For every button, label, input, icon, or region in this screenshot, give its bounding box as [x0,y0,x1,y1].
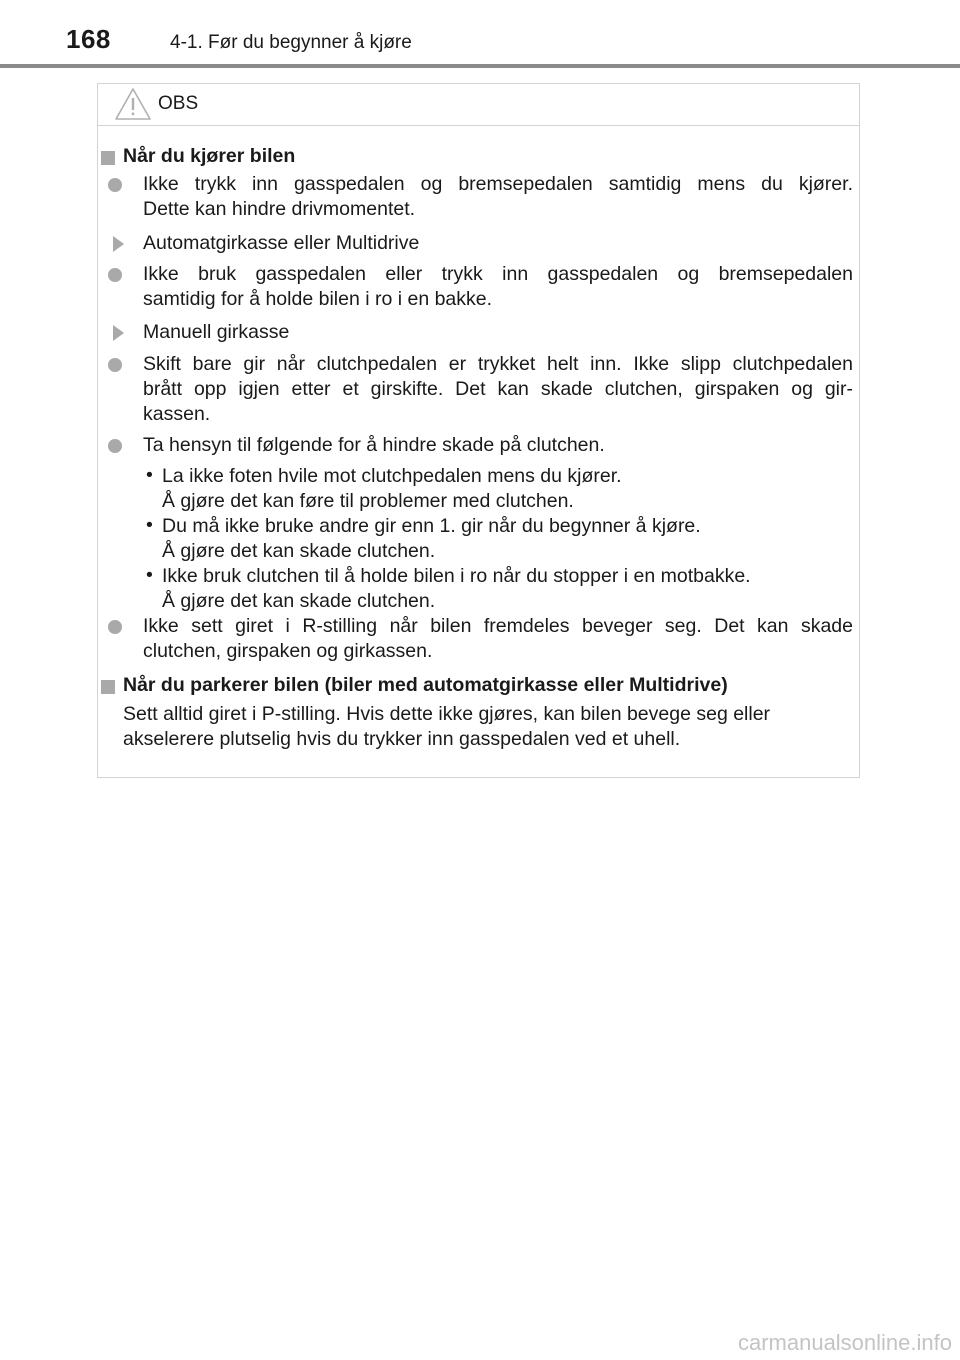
heading-driving: Når du kjører bilen [123,145,296,167]
dash-item-uphill: Ikke bruk clutchen til å holde bilen i ro når du stopper i en motbakke. Å gjøre det kan skade clutchen. [162,565,751,612]
dot-bullet: • [146,514,153,536]
square-bullet-icon [101,151,115,165]
round-bullet-icon [108,439,122,453]
heading-parking: Når du parkerer bilen (biler med automatgirkasse eller Multidrive) [123,674,728,696]
round-bullet-icon [108,620,122,634]
subheading-automatic: Automatgirkasse eller Multidrive [143,232,420,254]
header-rule [0,64,960,68]
round-bullet-icon [108,268,122,282]
warning-triangle-icon [114,87,152,121]
dash-item-foot: La ikke foten hvile mot clutchpedalen mens du kjører. Å gjøre det kan føre til problemer med clutchen. [162,465,622,512]
bullet-hill-text: Ikke bruk gasspedalen eller trykk inn gasspedalen og bremsepedalen samtidig for å holde bilen i ro i en bakke. [143,263,853,310]
dot-bullet: • [146,564,153,586]
watermark: carmanualsonline.info [737,1330,952,1355]
parking-paragraph: Sett alltid giret i P-stilling. Hvis dette ikke gjøres, kan bilen bevege seg eller akselerere plutselig hvis du trykker inn gasspedalen ved et uhell. [123,703,771,750]
bullet-reverse-text: Ikke sett giret i R-stilling når bilen fremdeles beveger seg. Det kan skade clutchen, girspaken og girkassen. [143,615,853,662]
dot-bullet: • [146,464,153,486]
caution-header [98,84,859,126]
bullet-clutch-care-text: Ta hensyn til følgende for å hindre skade på clutchen. [143,434,605,456]
bullet-clutch-shift-text: Skift bare gir når clutchpedalen er trykket helt inn. Ikke slipp clutchpedalen brått opp igjen etter et girskifte. Det kan skade clutchen, girspaken og gir- kassen. [143,353,853,425]
caution-label: OBS [158,93,199,114]
section-title: 4-1. Før du begynner å kjøre [170,32,412,53]
bullet-pedals-text: Ikke trykk inn gasspedalen og bremsepedalen samtidig mens du kjører. Dette kan hindre drivmomentet. [143,173,853,220]
triangle-arrow-icon [113,325,124,341]
round-bullet-icon [108,358,122,372]
round-bullet-icon [108,178,122,192]
triangle-arrow-icon [113,236,124,252]
caution-box [97,83,860,778]
square-bullet-icon [101,680,115,694]
dash-item-first-gear: Du må ikke bruke andre gir enn 1. gir når du begynner å kjøre. Å gjøre det kan skade clutchen. [162,515,701,562]
page-header [0,0,960,70]
subheading-manual: Manuell girkasse [143,321,290,343]
page-number: 168 [66,24,111,54]
